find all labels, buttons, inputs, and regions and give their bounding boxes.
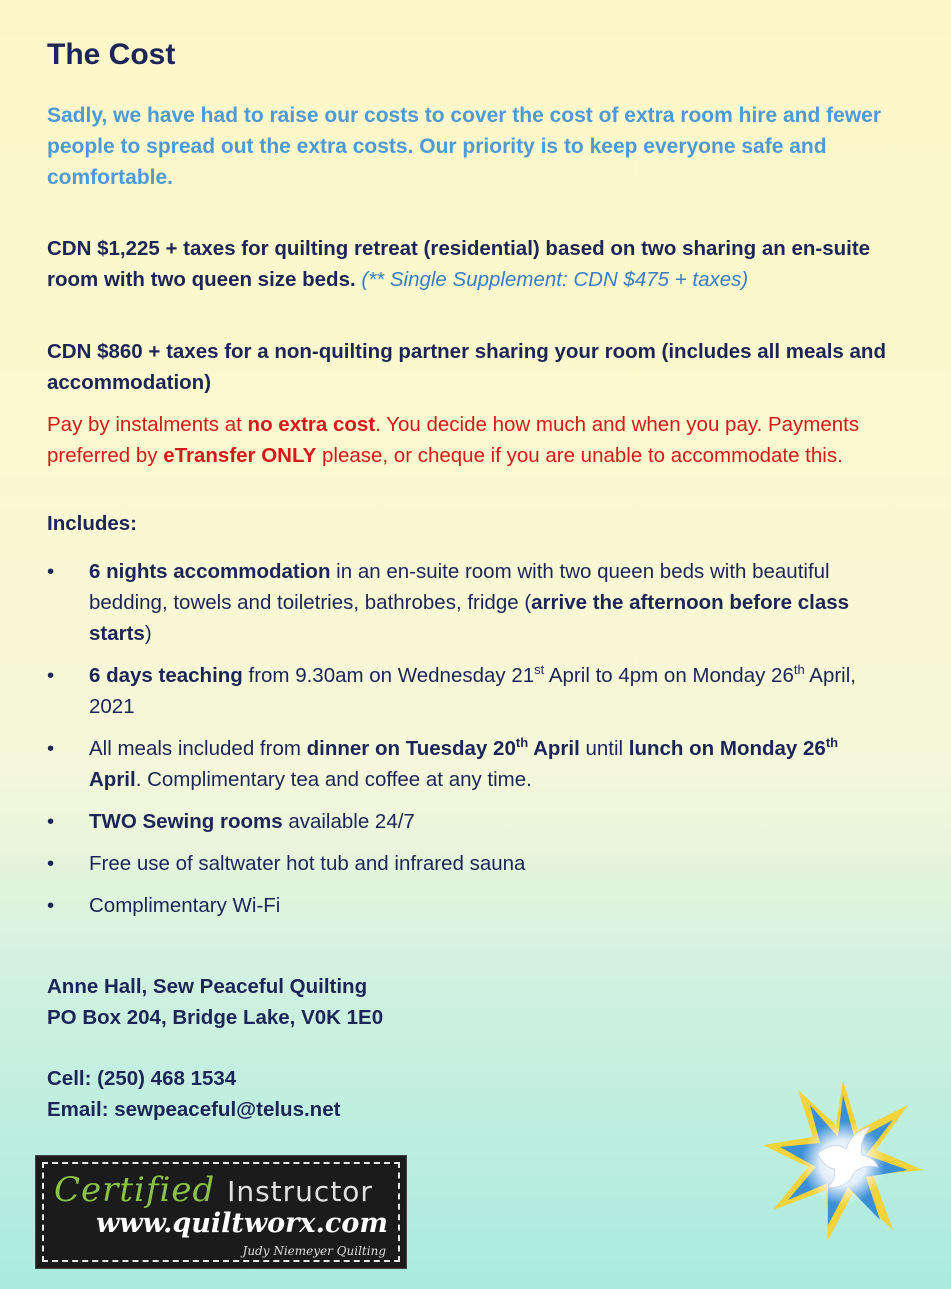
list-item [47,660,867,722]
badge-instructor: Instructor [227,1175,373,1208]
payment-text [47,409,907,471]
item-emphasis: dinner on Tuesday 20 [306,737,516,760]
bullet: • [47,894,55,917]
badge-url: www.quiltworx.com [96,1208,388,1239]
list-item [47,556,867,649]
payment-emphasis: no extra cost [247,413,376,436]
certified-instructor-badge [35,1155,407,1269]
list-item [47,733,867,795]
item-text: April, 2021 [89,664,856,718]
list-item [47,806,867,837]
badge-certified-instructor-text [54,1170,373,1210]
item-emphasis: 6 days teaching [89,664,243,687]
price-quilting-retreat [47,233,907,295]
dove-star-logo [758,1075,928,1245]
bullet: • [47,560,55,583]
superscript: th [825,735,839,751]
item-emphasis: lunch on Monday 26 [628,737,826,760]
superscript: st [534,662,545,678]
item-text: April to 4pm on Monday 26 [544,664,794,687]
item-emphasis: April [528,737,580,760]
badge-signature: Judy Niemeyer Quilting [242,1244,386,1258]
bullet: • [47,737,55,760]
page-title: The Cost [47,38,176,71]
payment-text-part: Pay by instalments at [47,413,248,436]
item-text: . Complimentary tea and coffee at any time. [135,768,532,791]
item-text: ) [144,622,152,645]
bullet: • [47,664,55,687]
bullet: • [47,852,55,875]
contact-address: PO Box 204, Bridge Lake, V0K 1E0 [47,1006,384,1029]
item-emphasis: April [89,768,136,791]
item-text: available 24/7 [282,810,415,833]
item-emphasis: TWO Sewing rooms [89,810,283,833]
price-non-quilting-partner: CDN $860 + taxes for a non-quilting partner sharing your room (includes all meals and accommodation) [47,340,886,394]
item-emphasis: arrive the afternoon before class starts [89,591,850,645]
payment-text-part: please, or cheque if you are unable to accommodate this. [316,444,843,467]
includes-heading: Includes: [47,512,137,535]
item-text: Free use of saltwater hot tub and infrared sauna [89,852,526,875]
item-emphasis: 6 nights accommodation [89,560,331,583]
item-text: Complimentary Wi-Fi [89,894,281,917]
intro-text: Sadly, we have had to raise our costs to cover the cost of extra room hire and fewer people to spread out the extra costs. Our priority is to keep everyone safe and comfortable. [47,104,882,189]
contact-email: Email: sewpeaceful@telus.net [47,1098,341,1121]
badge-certified: Certified [54,1170,216,1210]
contact-name: Anne Hall, Sew Peaceful Quilting [47,975,368,998]
list-item [47,848,867,879]
item-text: All meals included from [89,737,307,760]
superscript: th [793,662,805,678]
bullet: • [47,810,55,833]
payment-text-part: . You decide how much and when you pay. Payments preferred by [47,413,860,467]
contact-cell: Cell: (250) 468 1534 [47,1067,237,1090]
price-quilting-main: CDN $1,225 + taxes for quilting retreat (residential) based on two sharing an en-suite room with two queen size beds. [47,237,871,291]
payment-emphasis: eTransfer ONLY [163,444,317,467]
includes-list [47,556,867,932]
item-text: until [579,737,629,760]
single-supplement-note: (** Single Supplement: CDN $475 + taxes) [361,268,749,291]
superscript: th [515,735,529,751]
item-text: in an en-suite room with two queen beds with beautiful bedding, towels and toiletries, bathrobes, fridge ( [89,560,830,614]
item-text: from 9.30am on Wednesday 21 [242,664,535,687]
list-item [47,890,867,921]
